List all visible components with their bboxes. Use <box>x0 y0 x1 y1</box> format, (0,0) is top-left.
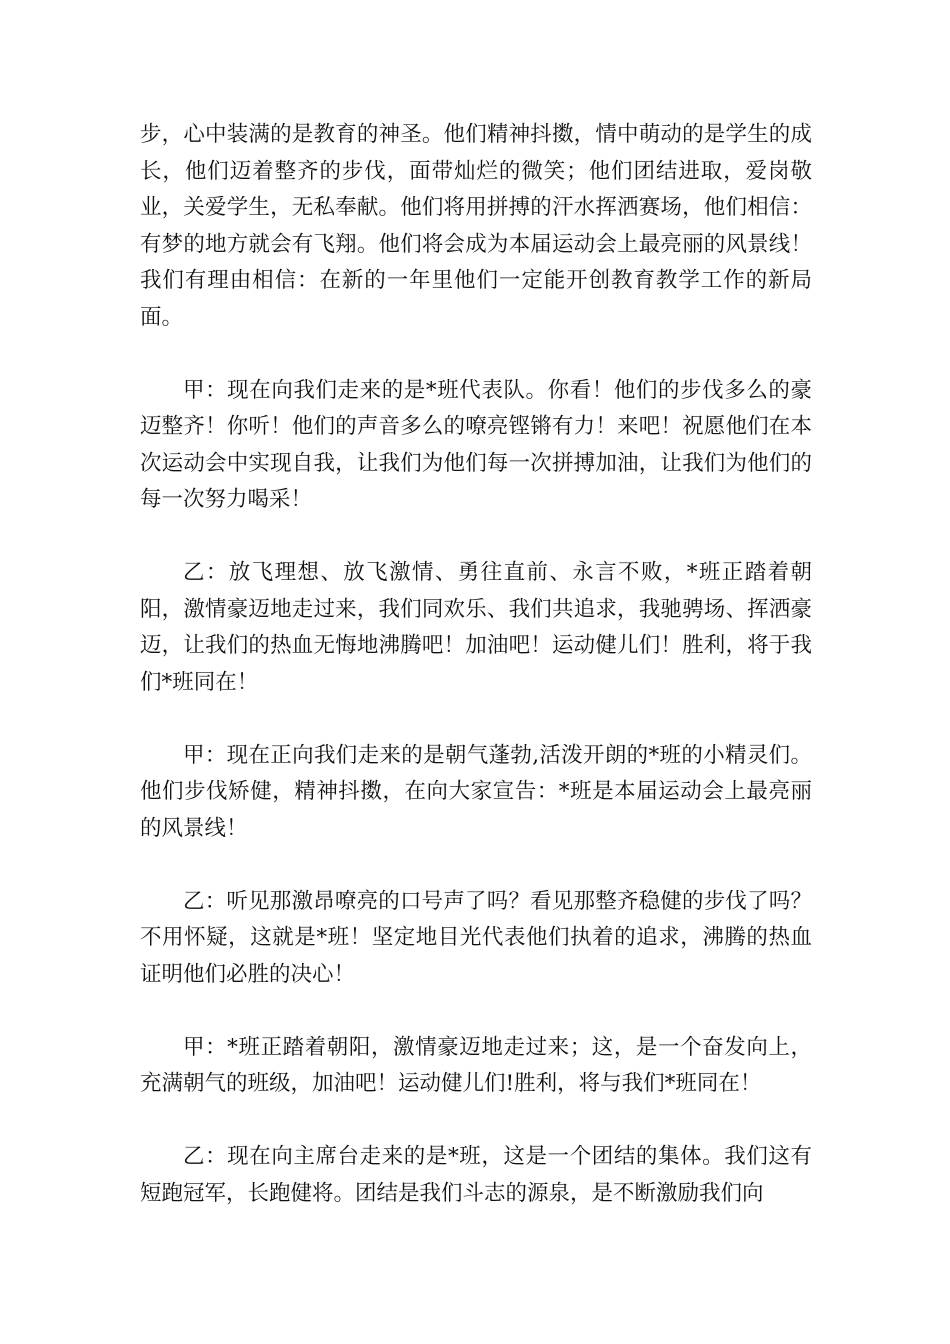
paragraph-5: 乙：听见那激昂嘹亮的口号声了吗？看见那整齐稳健的步伐了吗？不用怀疑，这就是*班！坚定地目光代表他们执着的追求，沸腾的热血证明他们必胜的决心！ <box>140 888 812 987</box>
paragraph-3: 乙：放飞理想、放飞激情、勇往直前、永言不败，*班正踏着朝阳，激情豪迈地走过来，我们同欢乐、我们共追求，我驰骋场、挥洒豪迈，让我们的热血无悔地沸腾吧！加油吧！运动健儿们！胜利，将于我们*班同在！ <box>140 560 812 695</box>
paragraph-6: 甲：*班正踏着朝阳，激情豪迈地走过来；这，是一个奋发向上，充满朝气的班级，加油吧！运动健儿们!胜利，将与我们*班同在！ <box>140 1034 812 1096</box>
paragraph-1: 步，心中装满的是教育的神圣。他们精神抖擞，情中萌动的是学生的成长，他们迈着整齐的步伐，面带灿烂的微笑；他们团结进取，爱岗敬业，关爱学生，无私奉献。他们将用拼搏的汗水挥洒赛场，他们相信：有梦的地方就会有飞翔。他们将会成为本届运动会上最亮丽的风景线！我们有理由相信：在新的一年里他们一定能开创教育教学工作的新局面。 <box>140 122 812 330</box>
document-body <box>140 117 812 1212</box>
paragraph-7: 乙：现在向主席台走来的是*班，这是一个团结的集体。我们这有短跑冠军，长跑健将。团结是我们斗志的源泉，是不断激励我们向 <box>140 1144 812 1206</box>
paragraph-2: 甲：现在向我们走来的是*班代表队。你看！他们的步伐多么的豪迈整齐！你听！他们的声音多么的嘹亮铿锵有力！来吧！祝愿他们在本次运动会中实现自我，让我们为他们每一次拼搏加油，让我们为他们的每一次努力喝采！ <box>140 377 812 512</box>
paragraph-4: 甲：现在正向我们走来的是朝气蓬勃,活泼开朗的*班的小精灵们。他们步伐矫健，精神抖擞，在向大家宣告：*班是本届运动会上最亮丽的风景线！ <box>140 742 812 841</box>
